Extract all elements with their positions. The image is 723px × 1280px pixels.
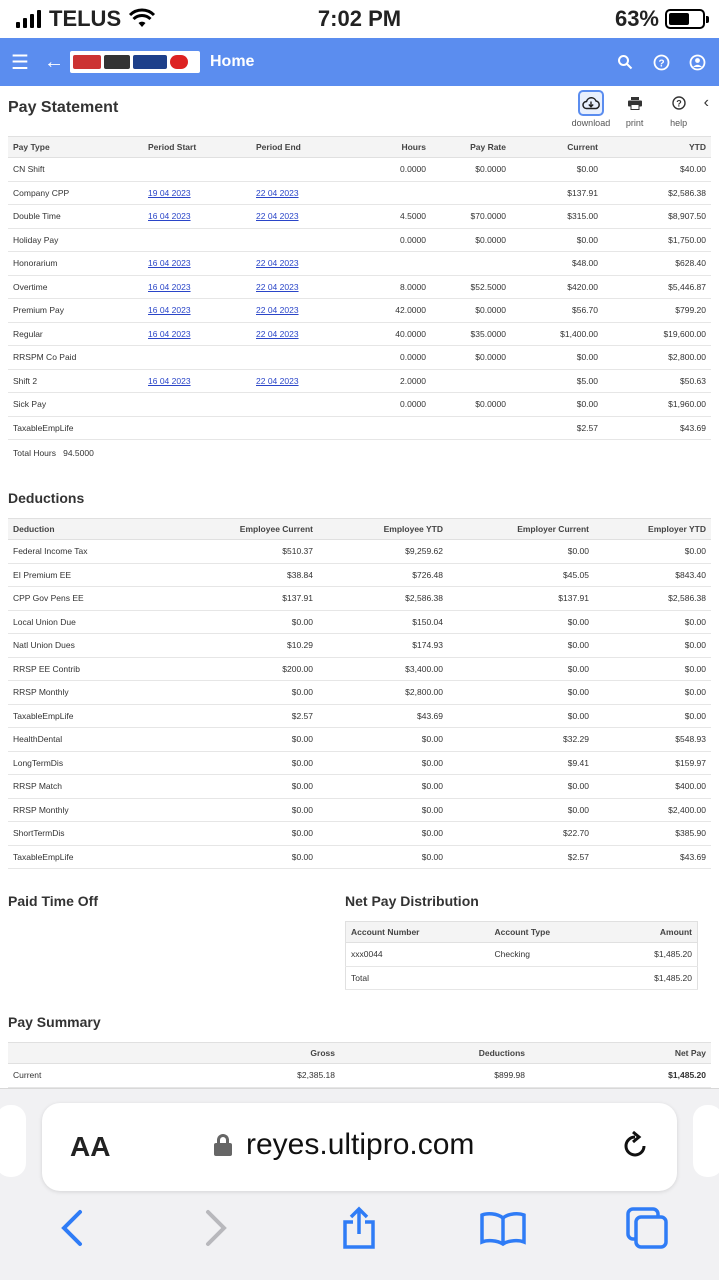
deduction-row <box>8 587 711 611</box>
help-icon[interactable] <box>645 38 677 86</box>
clock: 7:02 PM <box>317 6 402 31</box>
app-bar-title: Home <box>210 53 255 70</box>
earnings-cell <box>431 181 511 205</box>
deduction-row <box>8 751 711 775</box>
deduction-cell: $0.00 <box>318 845 448 869</box>
cloud-download-icon <box>578 90 604 116</box>
earnings-cell: $52.5000 <box>431 275 511 299</box>
earnings-cell: $2,586.38 <box>603 181 711 205</box>
net-pay-cell <box>490 966 602 990</box>
pay-summary-header-row <box>8 1043 711 1064</box>
col-header: YTD <box>603 137 711 158</box>
net-pay-header-row <box>346 922 698 943</box>
deduction-cell: $0.00 <box>594 540 711 564</box>
deduction-cell: $174.93 <box>318 634 448 658</box>
status-bar <box>0 0 719 38</box>
earnings-cell: RRSPM Co Paid <box>8 346 143 370</box>
paid-time-off-title: Paid Time Off <box>8 893 98 909</box>
battery-percent: 63% <box>614 6 659 31</box>
col-header: Current <box>511 137 603 158</box>
deduction-cell: $0.00 <box>318 775 448 799</box>
deduction-cell: $2.57 <box>448 845 594 869</box>
deductions-table <box>8 518 711 869</box>
deduction-cell: $3,400.00 <box>318 657 448 681</box>
period-end-link[interactable]: 22 04 2023 <box>256 187 299 198</box>
battery-icon <box>665 9 705 29</box>
earnings-cell <box>251 158 361 182</box>
earnings-cell: Regular <box>8 322 143 346</box>
earnings-cell: TaxableEmpLife <box>8 416 143 440</box>
period-end-link[interactable]: 22 04 2023 <box>256 305 299 316</box>
earnings-cell <box>251 393 361 417</box>
earnings-cell: 0.0000 <box>361 228 431 252</box>
deduction-cell: $0.00 <box>448 634 594 658</box>
earnings-cell[interactable] <box>143 205 251 229</box>
earnings-cell: $2.57 <box>511 416 603 440</box>
earnings-cell[interactable] <box>143 369 251 393</box>
earnings-cell <box>143 228 251 252</box>
company-logos <box>70 51 200 73</box>
earnings-cell: $799.20 <box>603 299 711 323</box>
bookmarks-icon[interactable] <box>473 1210 533 1256</box>
earnings-cell: Shift 2 <box>8 369 143 393</box>
net-pay-cell: xxx0044 <box>346 943 490 967</box>
deduction-row <box>8 845 711 869</box>
lock-icon <box>214 1134 232 1156</box>
earnings-cell: $0.00 <box>511 346 603 370</box>
deduction-cell: RRSP Monthly <box>8 798 188 822</box>
earnings-cell: $0.00 <box>511 393 603 417</box>
pay-summary-cell: $899.98 <box>340 1064 530 1088</box>
print-button[interactable] <box>616 90 654 128</box>
net-pay-row <box>346 966 698 990</box>
deduction-cell: RRSP EE Contrib <box>8 657 188 681</box>
hamburger-menu-icon[interactable]: ☰ <box>11 51 29 74</box>
deduction-cell: $43.69 <box>594 845 711 869</box>
deduction-cell: $0.00 <box>594 657 711 681</box>
deduction-cell: $0.00 <box>448 681 594 705</box>
earnings-cell[interactable] <box>143 181 251 205</box>
deduction-cell: $0.00 <box>594 610 711 634</box>
carrier-label: TELUS <box>49 6 122 31</box>
search-icon[interactable] <box>609 38 641 86</box>
earnings-row <box>8 275 711 299</box>
earnings-cell <box>431 416 511 440</box>
deduction-cell: $2,400.00 <box>594 798 711 822</box>
earnings-cell: $0.00 <box>511 158 603 182</box>
earnings-cell: CN Shift <box>8 158 143 182</box>
deduction-cell: $9.41 <box>448 751 594 775</box>
net-pay-table <box>345 921 698 990</box>
earnings-cell: Company CPP <box>8 181 143 205</box>
earnings-row <box>8 299 711 323</box>
earnings-cell[interactable] <box>251 181 361 205</box>
col-header: Net Pay <box>530 1043 711 1064</box>
earnings-cell[interactable] <box>143 322 251 346</box>
deduction-cell: Natl Union Dues <box>8 634 188 658</box>
earnings-cell: Premium Pay <box>8 299 143 323</box>
pay-summary-cell: Current <box>8 1064 198 1088</box>
earnings-table <box>8 136 711 440</box>
reload-icon[interactable] <box>619 1129 651 1169</box>
earnings-cell: Overtime <box>8 275 143 299</box>
period-end-link[interactable]: 22 04 2023 <box>256 258 299 269</box>
period-end-link[interactable]: 22 04 2023 <box>256 281 299 292</box>
earnings-row <box>8 181 711 205</box>
earnings-cell[interactable] <box>251 369 361 393</box>
col-header: Account Type <box>490 922 602 943</box>
net-pay-title: Net Pay Distribution <box>345 893 479 909</box>
earnings-cell: $0.0000 <box>431 346 511 370</box>
deduction-cell: $150.04 <box>318 610 448 634</box>
earnings-cell: 0.0000 <box>361 393 431 417</box>
deduction-row <box>8 728 711 752</box>
period-start-link[interactable]: 16 04 2023 <box>148 211 191 222</box>
deduction-cell: $0.00 <box>448 775 594 799</box>
earnings-cell: 4.5000 <box>361 205 431 229</box>
earnings-cell[interactable] <box>251 322 361 346</box>
download-label: download <box>571 118 611 128</box>
earnings-cell <box>143 346 251 370</box>
app-bar <box>0 38 719 86</box>
period-start-link[interactable]: 16 04 2023 <box>148 305 191 316</box>
deduction-cell: $38.84 <box>188 563 318 587</box>
earnings-cell: $137.91 <box>511 181 603 205</box>
col-header: Amount <box>602 922 698 943</box>
next-tab-preview[interactable] <box>693 1105 723 1177</box>
period-start-link[interactable]: 16 04 2023 <box>148 328 191 339</box>
deduction-cell: $45.05 <box>448 563 594 587</box>
total-hours-value: 94.5000 <box>63 448 94 458</box>
period-end-link[interactable]: 22 04 2023 <box>256 328 299 339</box>
deduction-cell: $0.00 <box>188 798 318 822</box>
deduction-cell: $10.29 <box>188 634 318 658</box>
col-header: Period End <box>251 137 361 158</box>
deduction-cell: $0.00 <box>448 540 594 564</box>
svg-text:?: ? <box>675 98 682 109</box>
deduction-cell: $0.00 <box>594 704 711 728</box>
earnings-cell: $0.0000 <box>431 228 511 252</box>
deduction-cell: RRSP Monthly <box>8 681 188 705</box>
earnings-cell <box>431 369 511 393</box>
deduction-cell: $159.97 <box>594 751 711 775</box>
col-header: Deduction <box>8 519 188 540</box>
earnings-cell: 8.0000 <box>361 275 431 299</box>
earnings-cell: $420.00 <box>511 275 603 299</box>
chevron-left-icon[interactable]: ‹ <box>703 94 709 111</box>
earnings-row <box>8 252 711 276</box>
deduction-cell: $0.00 <box>594 681 711 705</box>
earnings-row <box>8 416 711 440</box>
deduction-cell: $0.00 <box>448 657 594 681</box>
deduction-cell: $9,259.62 <box>318 540 448 564</box>
earnings-cell: $70.0000 <box>431 205 511 229</box>
earnings-cell: Honorarium <box>8 252 143 276</box>
deduction-cell: $0.00 <box>318 798 448 822</box>
col-header: Employer YTD <box>594 519 711 540</box>
help-label: help <box>670 118 688 128</box>
deductions-header-row <box>8 519 711 540</box>
earnings-cell: $0.0000 <box>431 299 511 323</box>
forward-icon[interactable] <box>186 1208 246 1258</box>
earnings-row <box>8 322 711 346</box>
earnings-cell: $5,446.87 <box>603 275 711 299</box>
earnings-cell: $50.63 <box>603 369 711 393</box>
deduction-cell: $2,586.38 <box>594 587 711 611</box>
earnings-cell: $315.00 <box>511 205 603 229</box>
deduction-row <box>8 540 711 564</box>
share-icon[interactable] <box>329 1206 389 1260</box>
earnings-cell: $0.0000 <box>431 393 511 417</box>
earnings-row <box>8 369 711 393</box>
earnings-cell: 0.0000 <box>361 158 431 182</box>
help-circle-icon <box>666 90 692 116</box>
deduction-cell: $0.00 <box>188 751 318 775</box>
total-hours <box>0 440 719 470</box>
pay-summary-cell: $2,385.18 <box>198 1064 340 1088</box>
col-header: Pay Type <box>8 137 143 158</box>
earnings-cell <box>251 228 361 252</box>
deduction-cell: $137.91 <box>448 587 594 611</box>
earnings-row <box>8 393 711 417</box>
earnings-cell: $48.00 <box>511 252 603 276</box>
browser-address-area <box>0 1088 719 1200</box>
col-header: Pay Rate <box>431 137 511 158</box>
earnings-cell: 42.0000 <box>361 299 431 323</box>
deduction-cell: $0.00 <box>188 610 318 634</box>
net-pay-cell: $1,485.20 <box>602 966 698 990</box>
deduction-cell: $200.00 <box>188 657 318 681</box>
deduction-cell: $726.48 <box>318 563 448 587</box>
back-icon[interactable] <box>42 1208 102 1258</box>
earnings-cell <box>431 252 511 276</box>
deduction-cell: Local Union Due <box>8 610 188 634</box>
earnings-cell: $8,907.50 <box>603 205 711 229</box>
deduction-cell: $0.00 <box>318 728 448 752</box>
earnings-cell <box>143 416 251 440</box>
deduction-row <box>8 822 711 846</box>
deduction-row <box>8 798 711 822</box>
earnings-cell <box>361 252 431 276</box>
deduction-cell: $0.00 <box>188 681 318 705</box>
print-label: print <box>625 118 644 128</box>
period-start-link[interactable]: 16 04 2023 <box>148 375 191 386</box>
net-pay-cell: Checking <box>490 943 602 967</box>
earnings-cell: $0.0000 <box>431 158 511 182</box>
earnings-cell: 2.0000 <box>361 369 431 393</box>
earnings-row <box>8 228 711 252</box>
deduction-row <box>8 681 711 705</box>
period-end-link[interactable]: 22 04 2023 <box>256 375 299 386</box>
deduction-cell: $0.00 <box>188 845 318 869</box>
earnings-cell <box>361 416 431 440</box>
pay-summary-cell: $1,485.20 <box>530 1064 711 1088</box>
earnings-cell: $19,600.00 <box>603 322 711 346</box>
deduction-row <box>8 657 711 681</box>
deduction-cell: LongTermDis <box>8 751 188 775</box>
deduction-cell: RRSP Match <box>8 775 188 799</box>
deduction-row <box>8 775 711 799</box>
earnings-row <box>8 346 711 370</box>
period-start-link[interactable]: 19 04 2023 <box>148 187 191 198</box>
help-button[interactable] <box>660 90 698 128</box>
deduction-cell: $2,586.38 <box>318 587 448 611</box>
deduction-cell: $137.91 <box>188 587 318 611</box>
deductions-title: Deductions <box>8 490 85 506</box>
deduction-cell: $400.00 <box>594 775 711 799</box>
net-pay-cell: $1,485.20 <box>602 943 698 967</box>
deduction-cell: $0.00 <box>594 634 711 658</box>
deduction-cell: $0.00 <box>318 822 448 846</box>
page-title: Pay Statement <box>8 99 119 116</box>
earnings-cell[interactable] <box>143 299 251 323</box>
deduction-cell: ShortTermDis <box>8 822 188 846</box>
earnings-cell: $2,800.00 <box>603 346 711 370</box>
earnings-cell: $1,400.00 <box>511 322 603 346</box>
svg-text:?: ? <box>657 58 665 69</box>
deduction-cell: $0.00 <box>318 751 448 775</box>
col-header: Period Start <box>143 137 251 158</box>
col-header: Gross <box>198 1043 340 1064</box>
earnings-cell: Double Time <box>8 205 143 229</box>
period-end-link[interactable]: 22 04 2023 <box>256 211 299 222</box>
earnings-cell: $56.70 <box>511 299 603 323</box>
main-content <box>0 86 719 1088</box>
earnings-cell: 40.0000 <box>361 322 431 346</box>
deduction-cell: $548.93 <box>594 728 711 752</box>
earnings-cell[interactable] <box>251 205 361 229</box>
earnings-header-row <box>8 137 711 158</box>
deduction-row <box>8 610 711 634</box>
col-header: Account Number <box>346 922 490 943</box>
earnings-cell: $5.00 <box>511 369 603 393</box>
period-start-link[interactable]: 16 04 2023 <box>148 281 191 292</box>
period-start-link[interactable]: 16 04 2023 <box>148 258 191 269</box>
deduction-cell: $510.37 <box>188 540 318 564</box>
earnings-cell: $1,960.00 <box>603 393 711 417</box>
deduction-cell: $0.00 <box>448 610 594 634</box>
printer-icon <box>622 90 648 116</box>
deduction-cell: $2,800.00 <box>318 681 448 705</box>
earnings-cell: 0.0000 <box>361 346 431 370</box>
earnings-cell <box>251 346 361 370</box>
deduction-cell: $0.00 <box>188 728 318 752</box>
earnings-cell: $0.00 <box>511 228 603 252</box>
earnings-cell: Holiday Pay <box>8 228 143 252</box>
deduction-cell: $385.90 <box>594 822 711 846</box>
col-header: Employee Current <box>188 519 318 540</box>
total-hours-label: Total Hours <box>13 448 56 458</box>
deduction-cell: $0.00 <box>188 822 318 846</box>
pay-summary-title: Pay Summary <box>8 1014 101 1030</box>
earnings-cell: $40.00 <box>603 158 711 182</box>
previous-tab-preview[interactable] <box>0 1105 26 1177</box>
earnings-cell[interactable] <box>143 252 251 276</box>
earnings-cell[interactable] <box>251 275 361 299</box>
earnings-cell <box>361 181 431 205</box>
earnings-cell: $43.69 <box>603 416 711 440</box>
browser-toolbar <box>0 1200 719 1280</box>
net-pay-cell: Total <box>346 966 490 990</box>
reader-text-size-button[interactable]: AA <box>70 1131 111 1162</box>
back-arrow-icon[interactable]: ← <box>44 50 64 73</box>
earnings-cell[interactable] <box>251 252 361 276</box>
pay-summary-row <box>8 1064 711 1088</box>
deduction-cell: $32.29 <box>448 728 594 752</box>
deduction-cell: $22.70 <box>448 822 594 846</box>
deduction-cell: Federal Income Tax <box>8 540 188 564</box>
deduction-cell: $0.00 <box>448 704 594 728</box>
col-header: Employee YTD <box>318 519 448 540</box>
address-bar[interactable] <box>42 1103 677 1191</box>
download-button[interactable] <box>572 90 610 128</box>
deduction-cell: $0.00 <box>448 798 594 822</box>
col-header: Hours <box>361 137 431 158</box>
deduction-cell: $43.69 <box>318 704 448 728</box>
earnings-cell <box>143 393 251 417</box>
earnings-cell: $628.40 <box>603 252 711 276</box>
deduction-cell: $2.57 <box>188 704 318 728</box>
earnings-cell[interactable] <box>251 299 361 323</box>
deduction-cell: $0.00 <box>188 775 318 799</box>
earnings-row <box>8 205 711 229</box>
account-icon[interactable] <box>681 38 713 86</box>
deduction-cell: TaxableEmpLife <box>8 704 188 728</box>
deduction-cell: HealthDental <box>8 728 188 752</box>
earnings-cell[interactable] <box>143 275 251 299</box>
earnings-cell <box>143 158 251 182</box>
deduction-row <box>8 563 711 587</box>
earnings-row <box>8 158 711 182</box>
deduction-cell: CPP Gov Pens EE <box>8 587 188 611</box>
col-header: Employer Current <box>448 519 594 540</box>
earnings-cell <box>251 416 361 440</box>
deduction-cell: $843.40 <box>594 563 711 587</box>
earnings-cell: Sick Pay <box>8 393 143 417</box>
net-pay-row <box>346 943 698 967</box>
col-header: Deductions <box>340 1043 530 1064</box>
col-header <box>8 1043 198 1064</box>
url-text[interactable]: reyes.ultipro.com <box>246 1128 475 1161</box>
deduction-row <box>8 634 711 658</box>
deduction-row <box>8 704 711 728</box>
deduction-cell: EI Premium EE <box>8 563 188 587</box>
earnings-cell: $1,750.00 <box>603 228 711 252</box>
tabs-icon[interactable] <box>617 1206 677 1260</box>
deduction-cell: TaxableEmpLife <box>8 845 188 869</box>
earnings-cell: $35.0000 <box>431 322 511 346</box>
